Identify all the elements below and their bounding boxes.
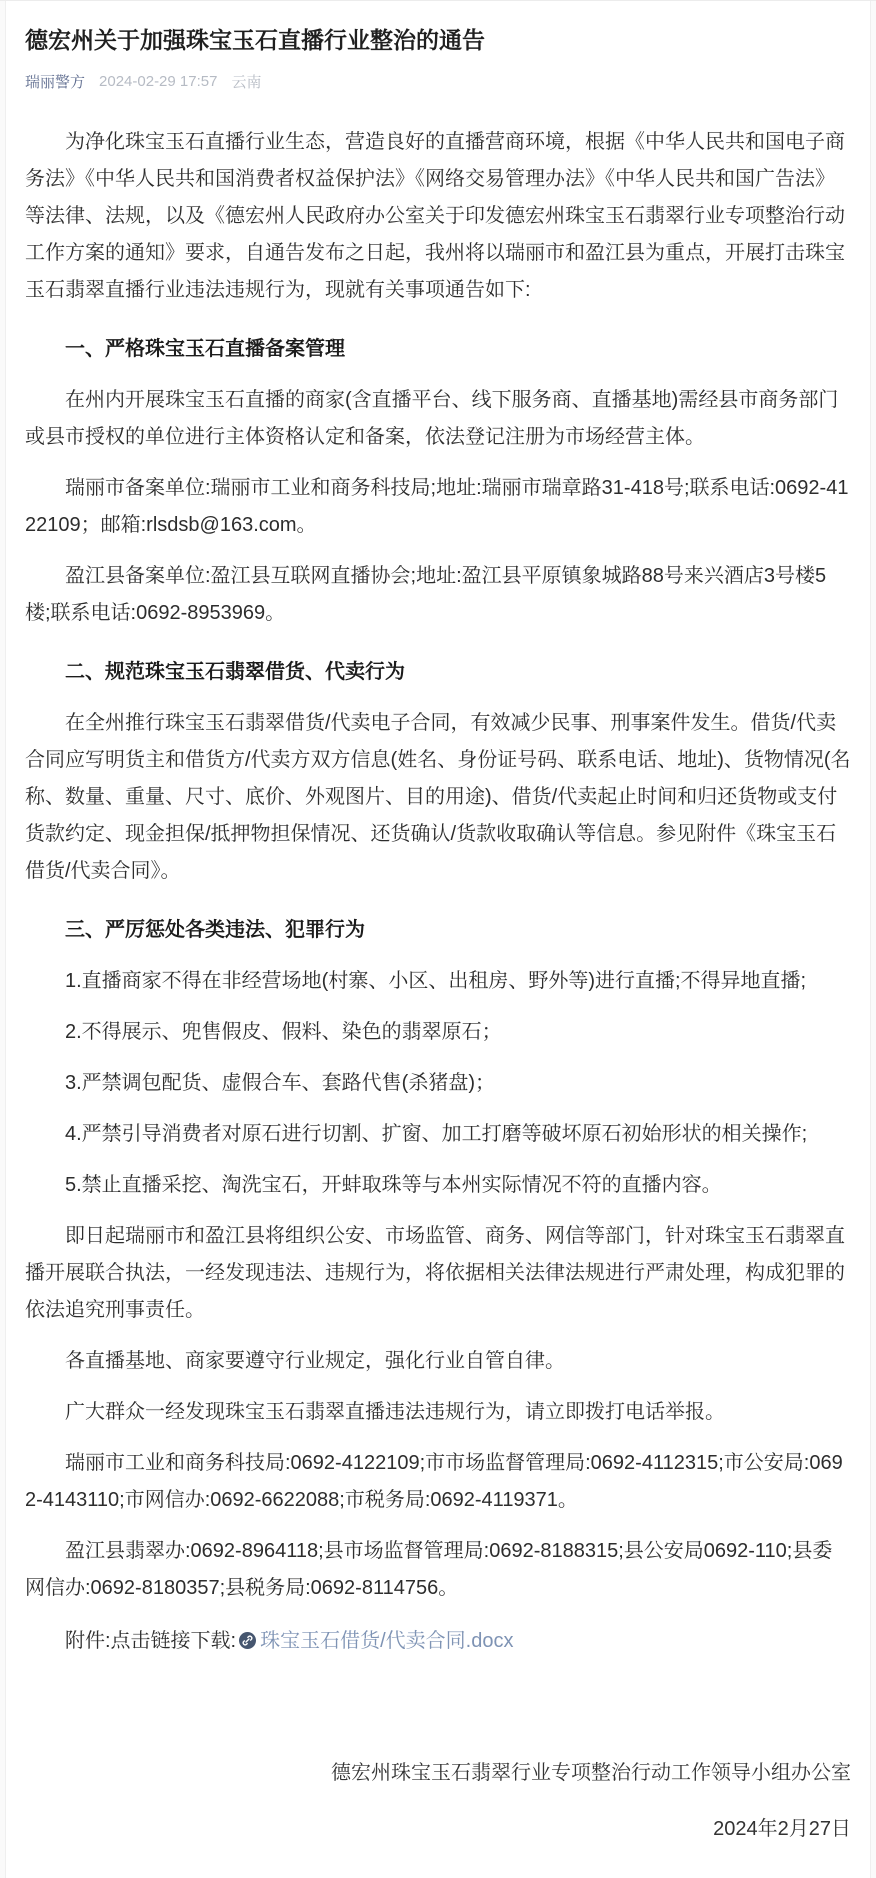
body-paragraph: 在全州推行珠宝玉石翡翠借货/代卖电子合同，有效减少民事、刑事案件发生。借货/代卖合同应写明货主和借货方/代卖方双方信息(姓名、身份证号码、联系电话、地址)、货物情况(名称、数量、重量、尺寸、底价、外观图片、目的用途)、借货/代卖起止时间和归还货物或支付货款约定、现金担保/抵押物担保情况、还货确认/货款收取确认等信息。参见附件《珠宝玉石借货/代卖合同》。 [25, 712, 851, 882]
body-paragraph: 即日起瑞丽市和盈江县将组织公安、市场监管、商务、网信等部门，针对珠宝玉石翡翠直播开展联合执法，一经发现违法、违规行为，将依据相关法律法规进行严肃处理，构成犯罪的依法追究刑事责任。 [25, 1225, 845, 1321]
body-paragraph: 广大群众一经发现珠宝玉石翡翠直播违法违规行为，请立即拨打电话举报。 [65, 1401, 725, 1423]
body-paragraph: 为净化珠宝玉石直播行业生态，营造良好的直播营商环境，根据《中华人民共和国电子商务法》《中华人民共和国消费者权益保护法》《网络交易管理办法》《中华人民共和国广告法》等法律、法规，以及《德宏州人民政府办公室关于印发德宏州珠宝玉石翡翠行业专项整治行动工作方案的通知》要求，自通告发布之日起，我州将以瑞丽市和盈江县为重点，开展打击珠宝玉石翡翠直播行业违法违规行为，现就有关事项通告如下: [25, 131, 845, 301]
article-footer [25, 1758, 851, 1844]
section-heading-3: 三、严厉惩处各类违法、犯罪行为 [65, 919, 365, 941]
footer-signature: 德宏州珠宝玉石翡翠行业专项整治行动工作领导小组办公室 [331, 1762, 851, 1784]
byline [25, 71, 851, 92]
body-paragraph: 盈江县翡翠办:0692-8964118;县市场监督管理局:0692-8188315;县公安局0692-110;县委网信办:0692-8180357;县税务局:0692-8114756。 [25, 1540, 833, 1599]
body-paragraph: 瑞丽市备案单位:瑞丽市工业和商务科技局;地址:瑞丽市瑞章路31-418号;联系电话:0692-4122109；邮箱:rlsdsb@163.com。 [25, 477, 849, 536]
attachment-line [25, 1623, 851, 1660]
body-paragraph: 在州内开展珠宝玉石直播的商家(含直播平台、线下服务商、直播基地)需经县市商务部门或县市授权的单位进行主体资格认定和备案，依法登记注册为市场经营主体。 [25, 389, 839, 448]
body-paragraph: 1.直播商家不得在非经营场地(村寨、小区、出租房、野外等)进行直播;不得异地直播; [65, 970, 807, 992]
article-body [25, 124, 851, 1660]
body-paragraph: 瑞丽市工业和商务科技局:0692-4122109;市市场监督管理局:0692-4112315;市公安局:0692-4143110;市网信办:0692-6622088;市税务局:0692-4119371。 [25, 1452, 843, 1511]
page-title: 德宏州关于加强珠宝玉石直播行业整治的通告 [25, 27, 485, 53]
publish-region: 云南 [231, 74, 262, 91]
body-paragraph: 2.不得展示、兜售假皮、假料、染色的翡翠原石； [65, 1021, 502, 1043]
attachment-download-link[interactable] [236, 1630, 513, 1652]
body-paragraph: 盈江县备案单位:盈江县互联网直播协会;地址:盈江县平原镇象城路88号来兴酒店3号楼5楼;联系电话:0692-8953969。 [25, 565, 827, 624]
section-heading-2: 二、规范珠宝玉石翡翠借货、代卖行为 [65, 661, 405, 683]
page-right-edge [870, 1, 876, 1878]
publisher-name[interactable]: 瑞丽警方 [25, 74, 86, 91]
body-paragraph: 4.严禁引导消费者对原石进行切割、扩窗、加工打磨等破坏原石初始形状的相关操作; [65, 1123, 808, 1145]
body-paragraph: 5.禁止直播采挖、淘洗宝石，开蚌取珠等与本州实际情况不符的直播内容。 [65, 1174, 722, 1196]
attachment-prefix: 附件:点击链接下载: [65, 1630, 237, 1652]
page-left-edge [0, 1, 6, 1878]
footer-date: 2024年2月27日 [713, 1818, 851, 1840]
section-heading-1: 一、严格珠宝玉石直播备案管理 [65, 338, 345, 360]
body-paragraph: 3.严禁调包配货、虚假合车、套路代售(杀猪盘)； [65, 1072, 495, 1094]
attachment-file-name[interactable]: 珠宝玉石借货/代卖合同.docx [260, 1630, 514, 1652]
publish-datetime: 2024-02-29 17:57 [99, 73, 218, 90]
body-paragraph: 各直播基地、商家要遵守行业规定，强化行业自管自律。 [65, 1350, 565, 1372]
link-icon[interactable] [239, 1632, 256, 1649]
